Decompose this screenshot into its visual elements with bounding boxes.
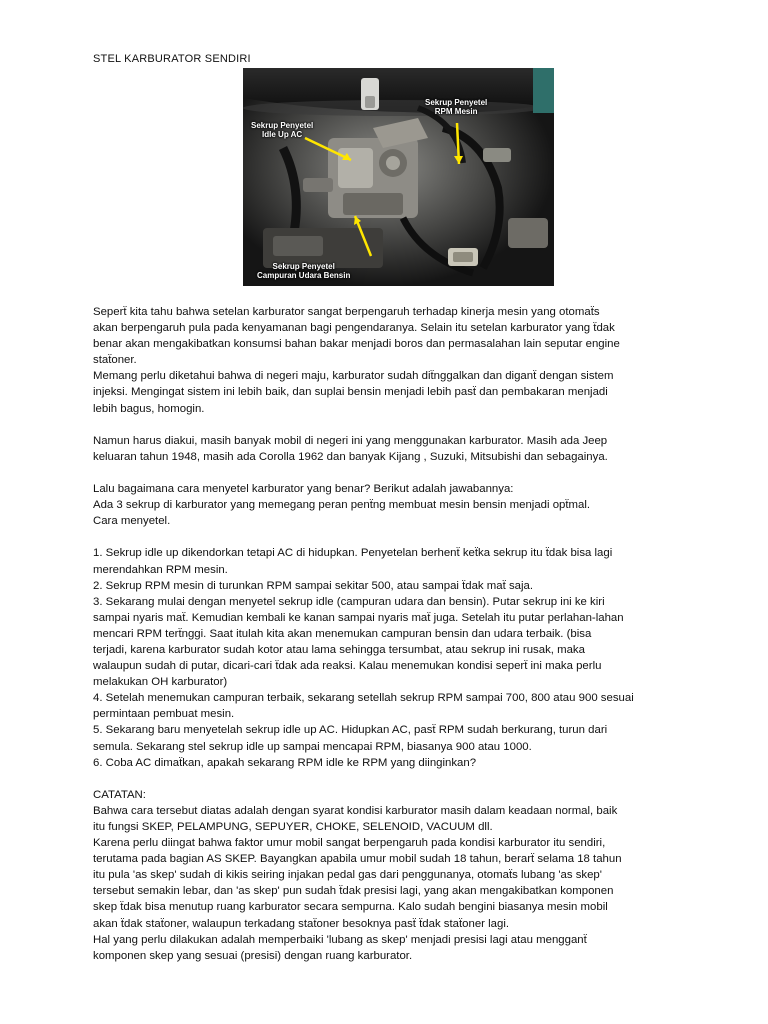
paragraph-notes: CATATAN: Bahwa cara tersebut diatas adalah dengan syarat kondisi karburator masih dalam keadaan normal, baik itu fungsi SKEP, PELAMPUNG, SEPUYER, CHOKE, SELENOID, VACUUM dll. Karena perlu diingat bahwa faktor umur mobil sangat berpengaruh pada kondisi karburator itu sendiri, terutama pada bagian AS SKEP. Bayangkan apabila umur mobil sudah 18 tahun, berarẗ selama 18 tahun itu pula 'as skep' sudah di kikis seiring injakan pedal gas dari penggunanya, otomaẗs lubang 'as skep' tersebut semakin lebar, dan 'as skep' pun sudah ẗdak presisi lagi, yang akan mengakibatkan komponen skep ẗdak bisa menutup ruang karburator secara sempurna. Kalo sudah bengini biasanya mesin mobil akan ẗdak staẗoner, walaupun terkadang staẗoner besoknya pasẗ ẗdak staẗoner lagi. Hal yang perlu dilakukan adalah memperbaiki 'lubang as skep' menjadi presisi lagi atau mengganẗ komponen skep yang sesuai (presisi) dengan ruang karburator. bbox=[93, 788, 622, 962]
carburetor-photo bbox=[243, 68, 554, 286]
label-campuran-udara-bensin: Sekrup Penyetel Campuran Udara Bensin bbox=[257, 262, 351, 280]
label-idle-up-ac: Sekrup Penyetel Idle Up AC bbox=[251, 121, 314, 139]
paragraph-intro: Seperẗ kita tahu bahwa setelan karburator sangat berpengaruh terhadap kinerja mesin yang otomaẗs akan berpengaruh pula pada kenyamanan bagi pengendaranya. Selain itu setelan karburator yang ẗdak benar akan mengakibatkan konsumsi bahan bakar menjadi boros dan permasalahan lain seputar engine staẗoner. Memang perlu diketahui bahwa di negeri maju, karburator sudah diẗnggalkan dan diganẗ dengan sistem injeksi. Mengingat sistem ini lebih baik, dan suplai bensin menjadi lebih pasẗ dan pembakaran menjadi lebih bagus, homogin. bbox=[93, 306, 620, 415]
document-title: STEL KARBURATOR SENDIRI bbox=[93, 53, 251, 65]
paragraph-question: Lalu bagaimana cara menyetel karburator yang benar? Berikut adalah jawabannya: Ada 3 sekrup di karburator yang memegang peran penẗng membuat mesin bensin menjadi opẗmal. Cara menyetel. bbox=[93, 483, 591, 528]
label-rpm-mesin: Sekrup Penyetel RPM Mesin bbox=[425, 98, 488, 116]
paragraph-usage: Namun harus diakui, masih banyak mobil di negeri ini yang menggunakan karburator. Masih ada Jeep keluaran tahun 1948, masih ada Corolla 1962 dan banyak Kijang , Suzuki, Mitsubishi dan sebagainya. bbox=[93, 434, 608, 463]
article-body bbox=[93, 304, 713, 964]
paragraph-steps: 1. Sekrup idle up dikendorkan tetapi AC di hidupkan. Penyetelan berhenẗ keẗka sekrup itu ẗdak bisa lagi merendahkan RPM mesin. 2. Sekrup RPM mesin di turunkan RPM sampai sekitar 500, atau sampai ẗdak maẗ saja. 3. Sekarang mulai dengan menyetel sekrup idle (campuran udara dan bensin). Putar sekrup ini ke kiri sampai nyaris maẗ. Kemudian kembali ke kanan sampai nyaris maẗ juga. Setelah itu putar perlahan-lahan mencari RPM terẗnggi. Saat itulah kita akan menemukan campuran bensin dan udara terbaik. (bisa terjadi, karena karburator sudah kotor atau lama sehingga tersumbat, atau sekrup ini rusak, maka walaupun sudah di putar, dicari-cari ẗdak ada reaksi. Kalau menemukan kondisi seperẗ ini maka perlu melakukan OH karburator) 4. Setelah menemukan campuran terbaik, sekarang setellah sekrup RPM sampai 700, 800 atau 900 sesuai permintaan pembuat mesin. 5. Sekarang baru menyetelah sekrup idle up AC. Hidupkan AC, pasẗ RPM sudah berkurang, turun dari semula. Sekarang stel sekrup idle up sampai mencapai RPM, biasanya 900 atau 1000. 6. Coba AC dimaẗkan, apakah sekarang RPM idle ke RPM yang diinginkan? bbox=[93, 547, 634, 769]
